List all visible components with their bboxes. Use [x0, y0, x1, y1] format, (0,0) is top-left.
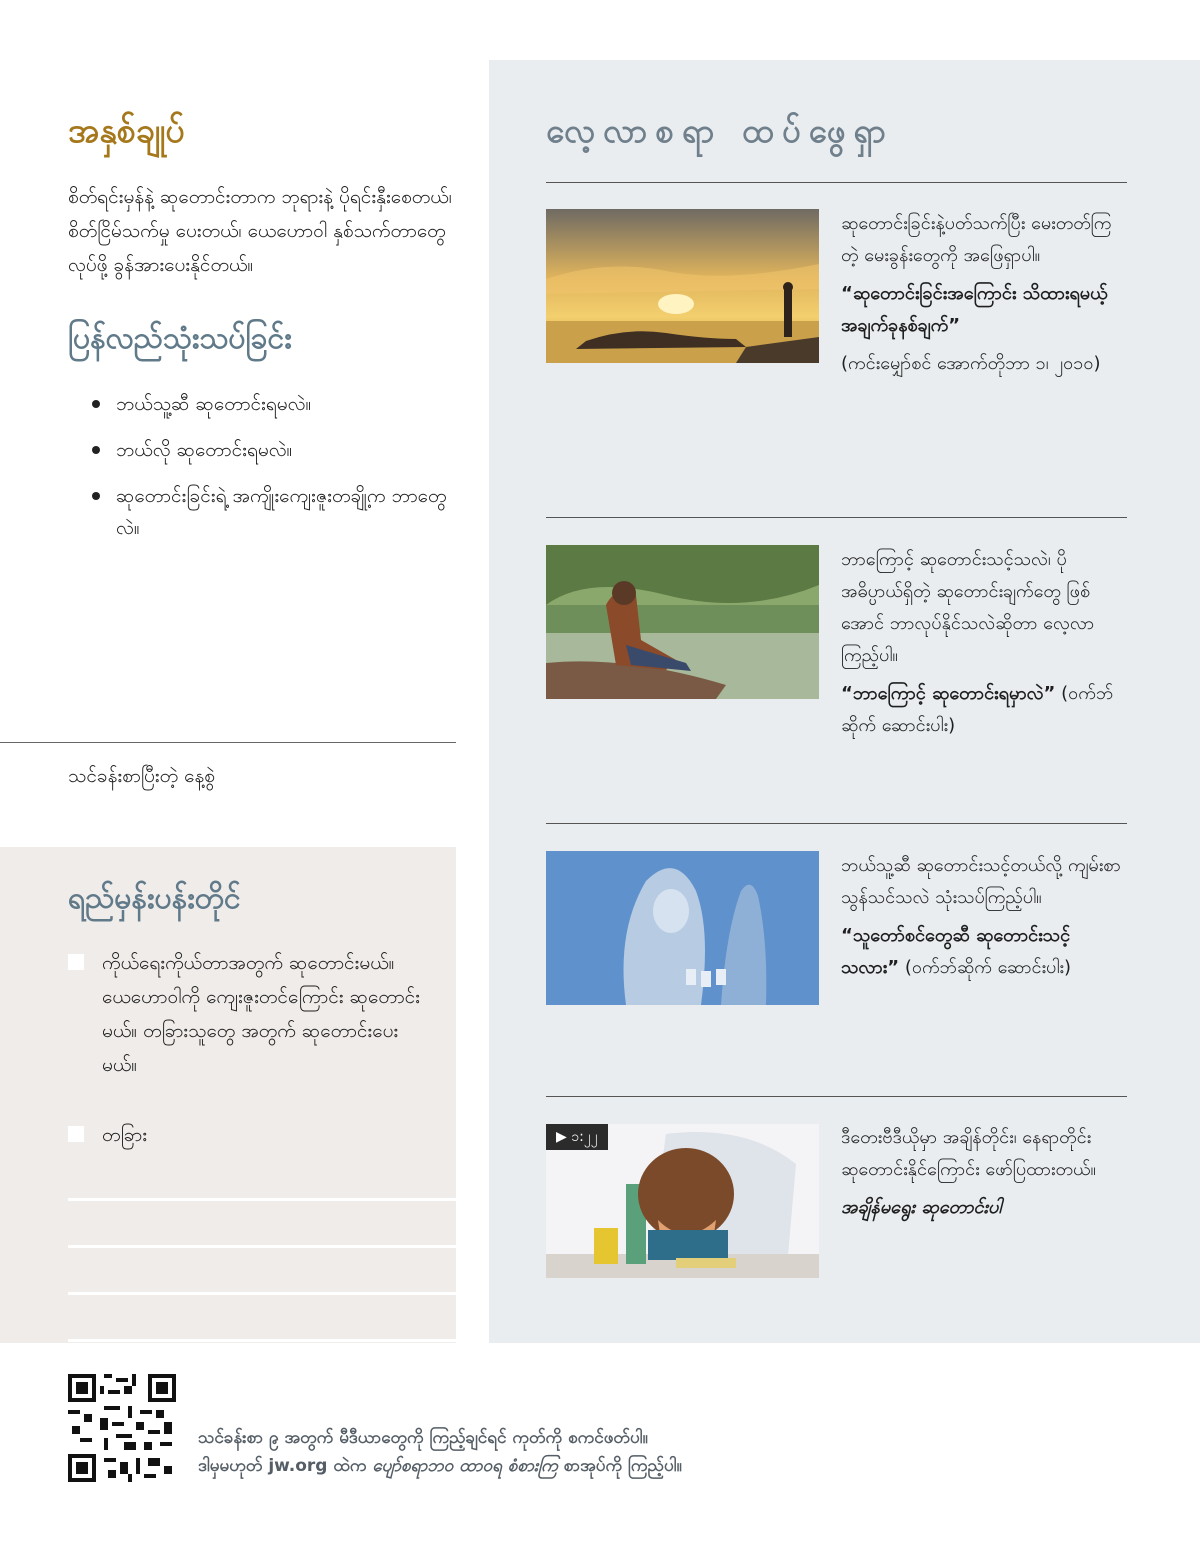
goal-item-text: တခြား — [102, 1124, 148, 1146]
divider — [546, 1096, 1127, 1097]
footer-line-2 — [198, 1452, 898, 1480]
item-description: ဒီတေးဗီဒီယိုမှာ အချိန်တိုင်း၊ နေရာတိုင်း ဆုတောင်းနိုင်ကြောင်း ဖော်ပြထားတယ်။ — [841, 1127, 1096, 1180]
write-line[interactable] — [68, 1245, 456, 1248]
footer-line-1: သင်ခန်းစာ ၉ အတွက် မီဒီယာတွေကို ကြည့်ချင်ရင် ကုတ်ကို စကင်ဖတ်ပါ။ — [198, 1428, 648, 1448]
divider — [0, 742, 456, 743]
item-source: (ဝက်ဘ်ဆိုက် ဆောင်းပါး) — [904, 957, 1072, 978]
video-thumbnail[interactable] — [546, 1124, 819, 1278]
footer-text — [198, 1424, 898, 1480]
explore-item-3 — [841, 850, 1121, 990]
divider — [546, 517, 1127, 518]
review-title: ပြန်လည်သုံးသပ်ခြင်း — [68, 321, 292, 356]
explore-item-2 — [841, 544, 1121, 748]
goal-item-text: ကိုယ်ရေးကိုယ်တာအတွက် ဆုတောင်းမယ်။ ယေဟောဝါကို ကျေးဇူးတင်ကြောင်း ဆုတောင်းမယ်။ တခြားသူတွေ အတွက် ဆုတောင်းပေးမယ်။ — [102, 952, 421, 1076]
item-description: ဆုတောင်းခြင်းနဲ့ပတ်သက်ပြီး မေးတတ်ကြတဲ့ မေးခွန်းတွေကို အဖြေရှာပါ။ — [841, 213, 1112, 266]
footer-line-2-suffix: စာအုပ်ကို ကြည့်ပါ။ — [557, 1456, 682, 1476]
article-link[interactable]: “ဆုတောင်းခြင်းအကြောင်း သိထားရမယ့် အချက်ခုနစ်ချက်” — [841, 283, 1108, 336]
item-description: ဘယ်သူ့ဆီ ဆုတောင်းသင့်တယ်လို့ ကျမ်းစာ သွန်သင်သလဲ သုံးသပ်ကြည့်ပါ။ — [841, 855, 1121, 908]
write-line[interactable] — [68, 1339, 456, 1342]
item-link-line — [841, 920, 1121, 984]
goal-checkbox[interactable] — [68, 954, 84, 970]
write-line[interactable] — [68, 1198, 456, 1201]
qr-code[interactable] — [68, 1374, 176, 1482]
review-question: ဘယ်သူ့ဆီ ဆုတောင်းရမလဲ။ — [90, 388, 450, 420]
review-question: ဘယ်လို ဆုတောင်းရမလဲ။ — [90, 434, 450, 466]
praying-woman-image[interactable] — [546, 851, 819, 1005]
video-duration-badge: ▶ ၁:၂၂ — [546, 1124, 608, 1150]
write-line[interactable] — [68, 1292, 456, 1295]
review-list — [90, 388, 450, 558]
explore-title: လေ့လာစရာ ထပ်ဖွေရှာ — [546, 111, 894, 150]
video-link[interactable]: အချိန်မရွေး ဆုတောင်းပါ — [841, 1197, 1002, 1218]
date-completed-label: သင်ခန်းစာပြီးတဲ့ နေ့စွဲ — [68, 765, 215, 787]
item-link-line — [841, 678, 1121, 742]
explore-item-4 — [841, 1122, 1121, 1230]
item-source: (ဝက်ဘ်ဆိုက် ဆောင်းပါး) — [841, 683, 1114, 736]
footer-line-2-prefix: ဒါမှမဟုတ် jw.org ထဲက — [198, 1456, 373, 1476]
woman-by-lake-image[interactable] — [546, 545, 819, 699]
item-source: (ကင်းမျှော်စင် အောက်တိုဘာ ၁၊ ၂၀၁၀) — [841, 353, 1101, 374]
book-title-link[interactable]: ပျော်စရာဘဝ ထာဝရ စံစားကြ — [372, 1456, 558, 1476]
item-description: ဘာကြောင့် ဆုတောင်းသင့်သလဲ၊ ပိုအဓိပ္ပာယ်ရှိတဲ့ ဆုတောင်းချက်တွေ ဖြစ်အောင် ဘာလုပ်နိုင်သလဲဆိုတာ လေ့လာကြည့်ပါ။ — [841, 549, 1095, 666]
divider — [546, 823, 1127, 824]
sunset-image[interactable] — [546, 209, 819, 363]
goal-title: ရည်မှန်းပန်းတိုင် — [68, 881, 241, 916]
summary-text: စိတ်ရင်းမှန်နဲ့ ဆုတောင်းတာက ဘုရားနဲ့ ပိုရင်းနှီးစေတယ်၊ စိတ်ငြိမ်သက်မှု ပေးတယ်၊ ယေဟောဝါ နှစ်သက်တာတွေ လုပ်ဖို့ ခွန်အားပေးနိုင်တယ်။ — [68, 186, 452, 276]
goal-item-other[interactable] — [68, 1118, 428, 1152]
goal-checkbox[interactable] — [68, 1126, 84, 1142]
goal-item[interactable] — [68, 946, 428, 1082]
summary-title: အနှစ်ချုပ် — [68, 111, 185, 151]
divider — [546, 182, 1127, 183]
article-link[interactable]: “ဘာကြောင့် ဆုတောင်းရမှာလဲ” — [841, 683, 1056, 704]
review-question: ဆုတောင်းခြင်းရဲ့ အကျိုးကျေးဇူးတချို့က ဘာတွေလဲ။ — [90, 480, 450, 544]
explore-item-1 — [841, 208, 1121, 386]
article-link[interactable]: “သူတော်စင်တွေဆီ ဆုတောင်းသင့်သလား” — [841, 925, 1071, 978]
